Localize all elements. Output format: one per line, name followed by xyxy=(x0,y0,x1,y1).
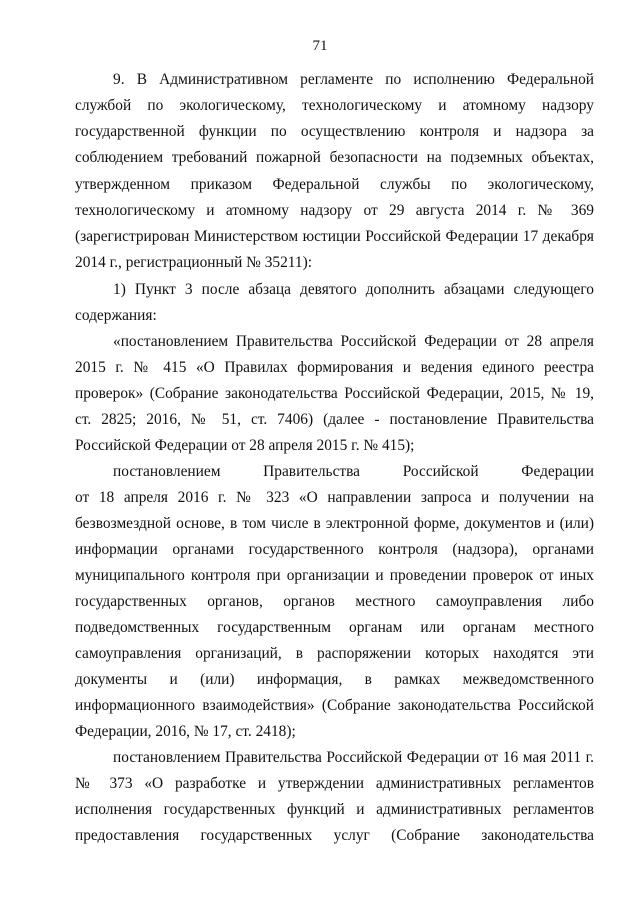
text-line: муниципального контроля при организации и проведении проверок от иных xyxy=(75,567,594,584)
text-line: постановлением Правительства Российской Федерации от 16 мая 2011 г. xyxy=(113,749,594,766)
text-line: подведомственных государственным органам или органам местного xyxy=(75,619,594,636)
text-line: 2015 г. № 415 «О Правилах формирования и ведения единого реестра xyxy=(75,359,594,376)
text-line: предоставления государственных услуг (Собрание законодательства xyxy=(75,827,594,844)
text-line: государственных органов, органов местного самоуправления либо xyxy=(75,593,594,610)
text-line: государственной функции по осуществлению контроля и надзора за xyxy=(75,123,594,140)
text-line: исполнения государственных функций и административных регламентов xyxy=(75,801,594,818)
text-line: соблюдением требований пожарной безопасности на подземных объектах, xyxy=(75,149,594,166)
text-line: 9. В Административном регламенте по исполнению Федеральной xyxy=(113,71,594,88)
text-line: службой по экологическому, технологическому и атомному надзору xyxy=(75,97,594,114)
text-line: постановлением Правительства Российской Федерации xyxy=(113,463,594,480)
text-line: содержания: xyxy=(75,307,157,324)
text-line: от 18 апреля 2016 г. № 323 «О направлении запроса и получении на xyxy=(75,489,594,506)
text-line: (зарегистрирован Министерством юстиции Российской Федерации 17 декабря xyxy=(75,228,594,245)
text-line: технологическому и атомному надзору от 29 августа 2014 г. № 369 xyxy=(75,202,594,219)
text-line: документы и (или) информация, в рамках межведомственного xyxy=(75,671,594,688)
page-number: 71 xyxy=(312,38,328,54)
text-line: Федерации, 2016, № 17, ст. 2418); xyxy=(75,723,296,740)
text-line: ст. 2825; 2016, № 51, ст. 7406) (далее - постановление Правительства xyxy=(75,411,594,428)
text-line: № 373 «О разработке и утверждении административных регламентов xyxy=(75,775,594,792)
text-line: безвозмездной основе, в том числе в электронной форме, документов и (или) xyxy=(75,515,594,532)
text-line: информации органами государственного контроля (надзора), органами xyxy=(75,541,594,558)
text-line: проверок» (Собрание законодательства Российской Федерации, 2015, № 19, xyxy=(75,385,594,402)
text-line: 2014 г., регистрационный № 35211): xyxy=(75,254,312,271)
text-line: «постановлением Правительства Российской Федерации от 28 апреля xyxy=(113,333,594,350)
text-line: 1) Пункт 3 после абзаца девятого дополнить абзацами следующего xyxy=(113,281,594,298)
text-line: информационного взаимодействия» (Собрание законодательства Российской xyxy=(75,697,594,714)
text-line: самоуправления организаций, в распоряжении которых находятся эти xyxy=(75,645,594,662)
text-line: Российской Федерации от 28 апреля 2015 г. № 415); xyxy=(75,437,415,454)
text-line: утвержденном приказом Федеральной службы по экологическому, xyxy=(75,176,594,193)
